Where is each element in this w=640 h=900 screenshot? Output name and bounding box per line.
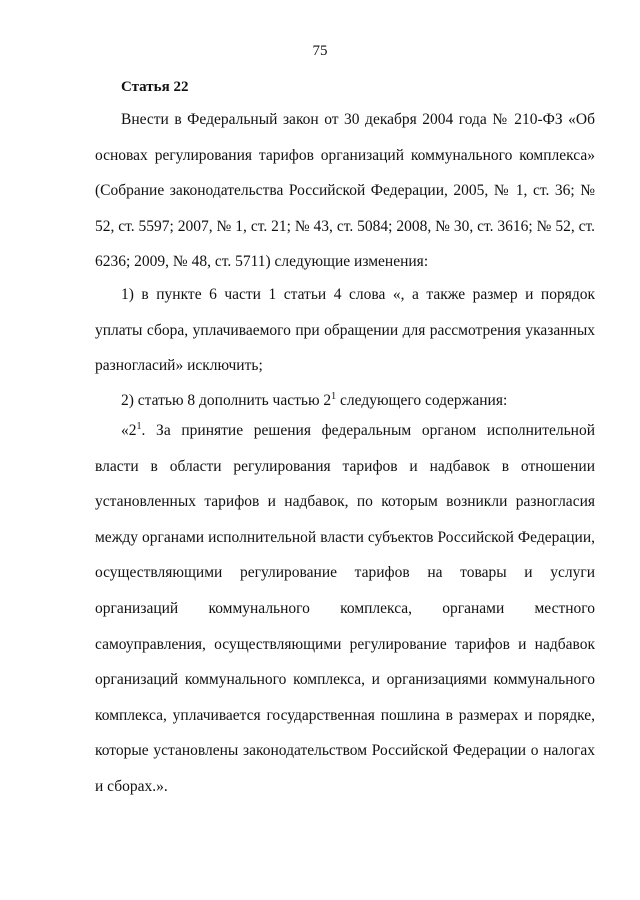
- paragraph-intro-text: Внести в Федеральный закон от 30 декабря 2004 года № 210-ФЗ «Об основах регулирования тарифов организаций коммунального комплекса» (Собрание законодательства Российской Федерации, 2005, № 1, ст. 36; № 52, ст. 5597; 2007, № 1, ст. 21; № 43, ст. 5084; 2008, № 30, ст. 3616; № 52, ст. 6236; 2009, № 48, ст. 5711) следующие изменения:: [95, 111, 595, 271]
- paragraph-quote: [95, 413, 595, 805]
- paragraph-quote-start: «2: [121, 422, 137, 439]
- paragraph-item-2-text-end: следующего содержания:: [336, 392, 508, 409]
- page-number: 75: [312, 43, 328, 59]
- article-title: Статья 22: [121, 79, 189, 95]
- paragraph-intro: [95, 102, 595, 280]
- superscript: 1: [136, 420, 142, 432]
- paragraph-quote-text: . За принятие решения федеральным органом исполнительной власти в области регулирования тарифов и надбавок в отношении установленных тарифов и надбавок, по которым возникли разногласия между органами исполнительной власти субъектов Российской Федерации, осуществляющими регулирование тарифов на товары и услуги организаций коммунального комплекса, органами местного самоуправления, осуществляющими регулирование тарифов и надбавок организаций коммунального комплекса, и организациями коммунального комплекса, уплачивается государственная пошлина в размерах и порядке, которые установлены законодательством Российской Федерации о налогах и сборах.».: [95, 422, 595, 795]
- superscript: 1: [331, 390, 337, 402]
- paragraph-item-1-text: 1) в пункте 6 части 1 статьи 4 слова «, а также размер и порядок уплаты сбора, уплачиваемого при обращении для рассмотрения указанных разногласий» исключить;: [95, 286, 595, 375]
- paragraph-item-2-text: 2) статью 8 дополнить частью 2: [121, 392, 332, 409]
- paragraph-item-1: [95, 277, 595, 384]
